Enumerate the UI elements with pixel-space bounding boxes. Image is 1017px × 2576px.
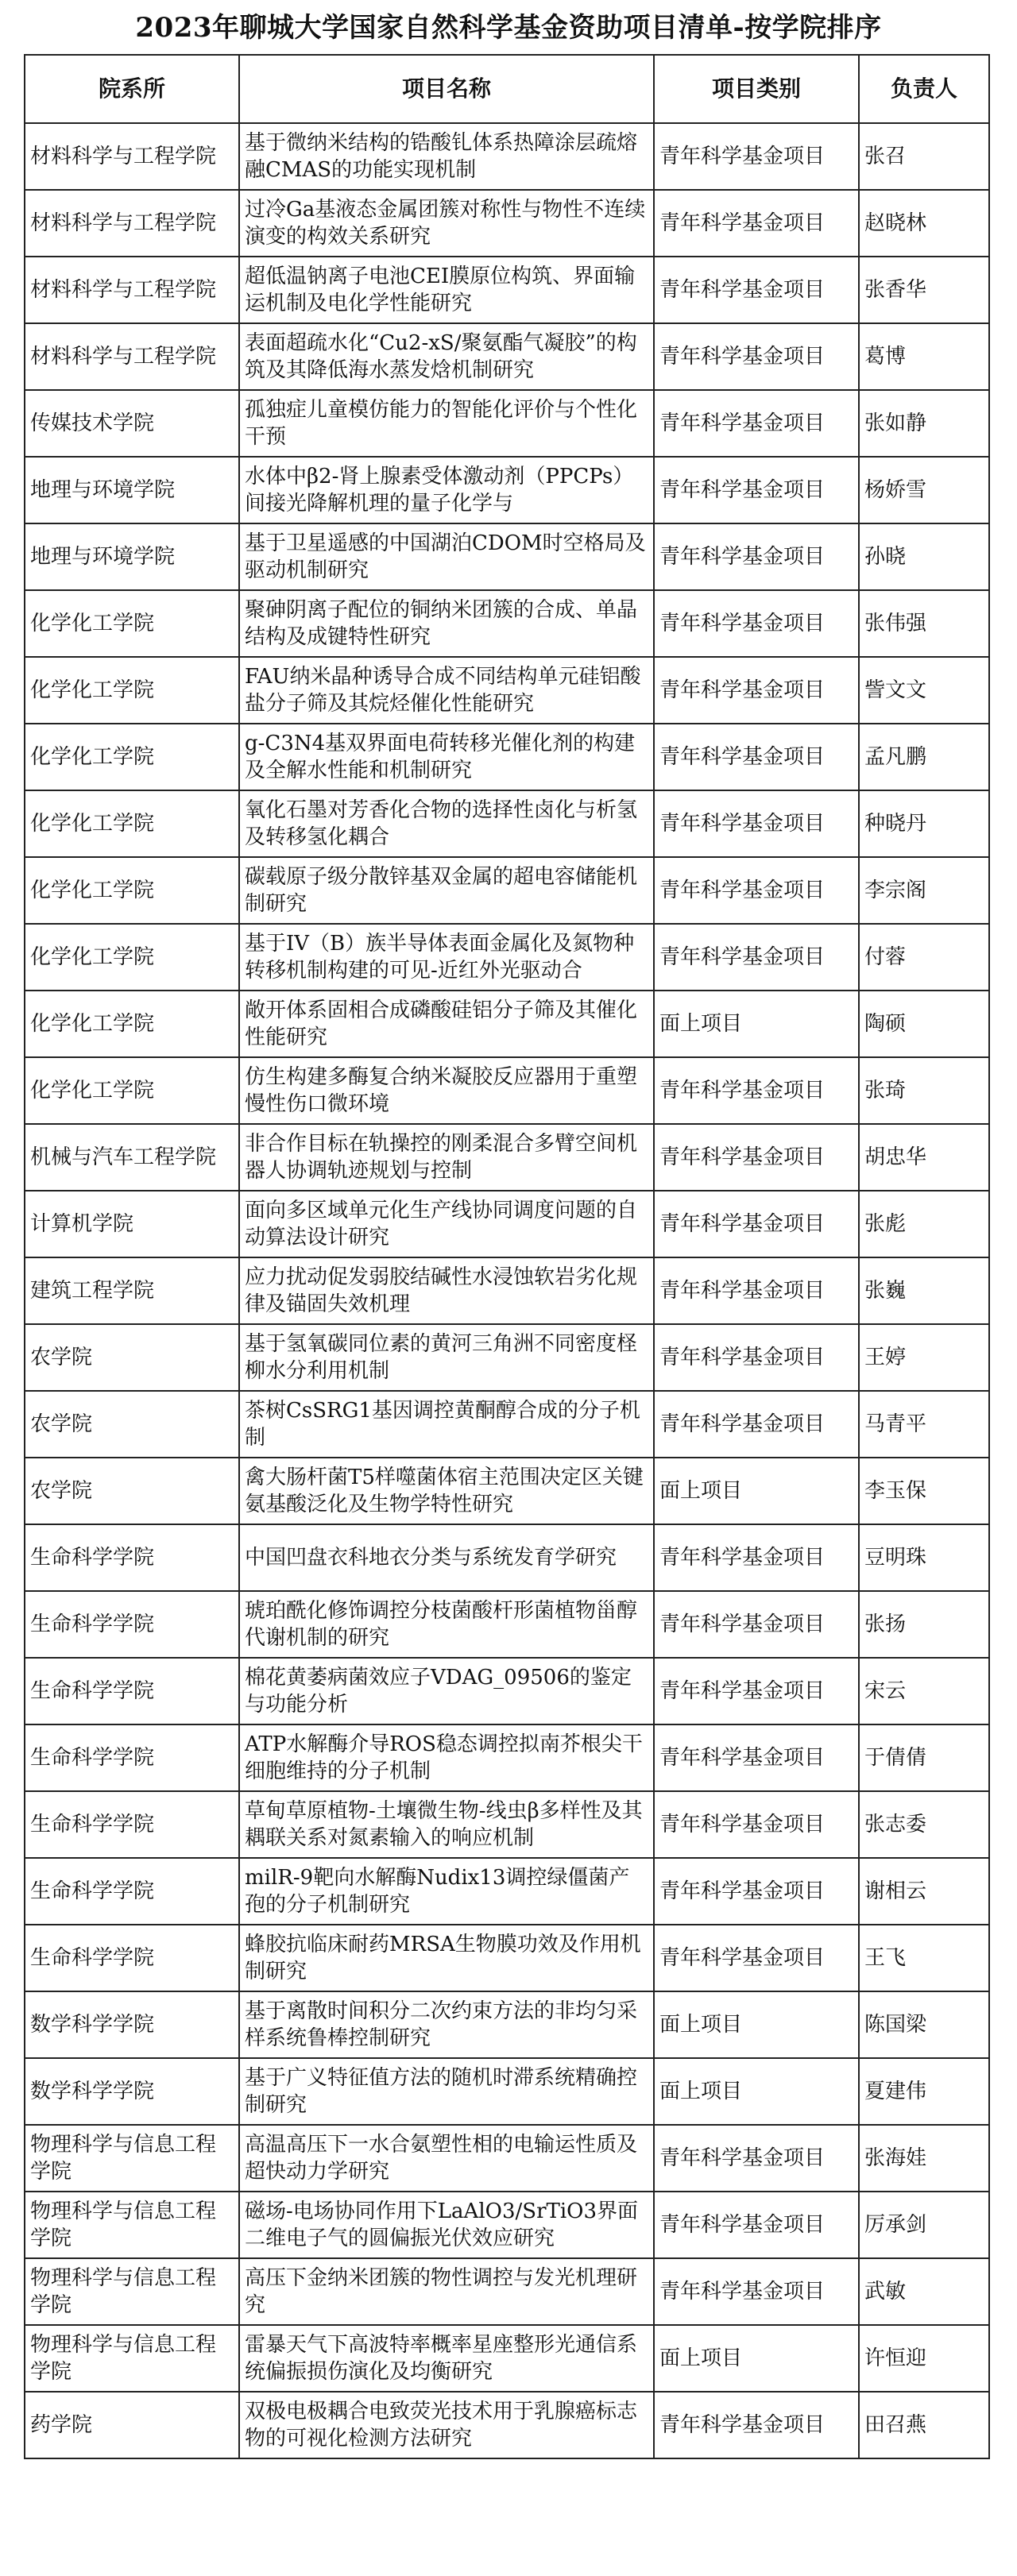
cell-leader: 武敏 — [859, 2258, 989, 2325]
cell-department: 建筑工程学院 — [25, 1257, 239, 1324]
cell-project: 基于卫星遥感的中国湖泊CDOM时空格局及驱动机制研究 — [239, 523, 654, 590]
cell-leader: 宋云 — [859, 1658, 989, 1724]
cell-project: 基于IV（B）族半导体表面金属化及氮物种转移机制构建的可见-近红外光驱动合 — [239, 924, 654, 991]
table-row — [25, 2325, 989, 2392]
table-row — [25, 1524, 989, 1591]
table-header-row — [25, 55, 989, 123]
table-row — [25, 1458, 989, 1524]
cell-project: FAU纳米晶种诱导合成不同结构单元硅铝酸盐分子筛及其烷烃催化性能研究 — [239, 657, 654, 724]
cell-department: 化学化工学院 — [25, 590, 239, 657]
cell-project: 氧化石墨对芳香化合物的选择性卤化与析氢及转移氢化耦合 — [239, 790, 654, 857]
cell-category: 青年科学基金项目 — [654, 457, 859, 523]
cell-department: 化学化工学院 — [25, 657, 239, 724]
cell-leader: 张香华 — [859, 257, 989, 323]
table-row — [25, 2058, 989, 2125]
cell-department: 农学院 — [25, 1391, 239, 1458]
cell-department: 数学科学学院 — [25, 1991, 239, 2058]
cell-category: 青年科学基金项目 — [654, 323, 859, 390]
cell-category: 青年科学基金项目 — [654, 590, 859, 657]
cell-leader: 马青平 — [859, 1391, 989, 1458]
cell-project: ATP水解酶介导ROS稳态调控拟南芥根尖干细胞维持的分子机制 — [239, 1724, 654, 1791]
cell-leader: 陈国梁 — [859, 1991, 989, 2058]
table-row — [25, 1791, 989, 1858]
cell-project: 双极电极耦合电致荧光技术用于乳腺癌标志物的可视化检测方法研究 — [239, 2392, 654, 2458]
cell-leader: 王婷 — [859, 1324, 989, 1391]
cell-department: 物理科学与信息工程学院 — [25, 2125, 239, 2192]
cell-leader: 张琦 — [859, 1057, 989, 1124]
cell-category: 青年科学基金项目 — [654, 1658, 859, 1724]
cell-category: 青年科学基金项目 — [654, 1791, 859, 1858]
table-row — [25, 724, 989, 790]
table-row — [25, 123, 989, 190]
cell-project: 敞开体系固相合成磷酸硅铝分子筛及其催化性能研究 — [239, 991, 654, 1057]
cell-department: 生命科学学院 — [25, 1524, 239, 1591]
table-row — [25, 1724, 989, 1791]
cell-category: 青年科学基金项目 — [654, 2192, 859, 2258]
table-row — [25, 991, 989, 1057]
cell-project: 琥珀酰化修饰调控分枝菌酸杆形菌植物甾醇代谢机制的研究 — [239, 1591, 654, 1658]
table-row — [25, 323, 989, 390]
header-project: 项目名称 — [239, 55, 654, 123]
cell-department: 生命科学学院 — [25, 1791, 239, 1858]
cell-category: 青年科学基金项目 — [654, 2392, 859, 2458]
cell-department: 材料科学与工程学院 — [25, 123, 239, 190]
cell-department: 材料科学与工程学院 — [25, 257, 239, 323]
header-category: 项目类别 — [654, 55, 859, 123]
cell-project: 中国凹盘衣科地衣分类与系统发育学研究 — [239, 1524, 654, 1591]
cell-category: 面上项目 — [654, 2325, 859, 2392]
table-row — [25, 1925, 989, 1991]
cell-department: 生命科学学院 — [25, 1591, 239, 1658]
cell-department: 物理科学与信息工程学院 — [25, 2325, 239, 2392]
cell-category: 青年科学基金项目 — [654, 390, 859, 457]
cell-department: 地理与环境学院 — [25, 457, 239, 523]
cell-category: 青年科学基金项目 — [654, 1324, 859, 1391]
table-row — [25, 190, 989, 257]
table-row — [25, 924, 989, 991]
cell-leader: 张伟强 — [859, 590, 989, 657]
cell-project: 基于广义特征值方法的随机时滞系统精确控制研究 — [239, 2058, 654, 2125]
cell-department: 物理科学与信息工程学院 — [25, 2258, 239, 2325]
table-row — [25, 1991, 989, 2058]
table-row — [25, 857, 989, 924]
cell-category: 青年科学基金项目 — [654, 790, 859, 857]
cell-department: 化学化工学院 — [25, 857, 239, 924]
table-row — [25, 523, 989, 590]
cell-project: 磁场-电场协同作用下LaAlO3/SrTiO3界面二维电子气的圆偏振光伏效应研究 — [239, 2192, 654, 2258]
cell-project: milR-9靶向水解酶Nudix13调控绿僵菌产孢的分子机制研究 — [239, 1858, 654, 1925]
cell-leader: 张扬 — [859, 1591, 989, 1658]
cell-project: 基于微纳米结构的锆酸钆体系热障涂层疏熔融CMAS的功能实现机制 — [239, 123, 654, 190]
table-row — [25, 657, 989, 724]
cell-leader: 王飞 — [859, 1925, 989, 1991]
cell-project: 水体中β2-肾上腺素受体激动剂（PPCPs）间接光降解机理的量子化学与 — [239, 457, 654, 523]
cell-leader: 訾文文 — [859, 657, 989, 724]
table-row — [25, 1124, 989, 1191]
cell-project: 高温高压下一水合氨塑性相的电输运性质及超快动力学研究 — [239, 2125, 654, 2192]
table-row — [25, 457, 989, 523]
cell-project: 应力扰动促发弱胶结碱性水浸蚀软岩劣化规律及锚固失效机理 — [239, 1257, 654, 1324]
cell-category: 青年科学基金项目 — [654, 724, 859, 790]
table-row — [25, 790, 989, 857]
table-row — [25, 590, 989, 657]
cell-category: 面上项目 — [654, 991, 859, 1057]
cell-category: 青年科学基金项目 — [654, 1057, 859, 1124]
cell-department: 生命科学学院 — [25, 1858, 239, 1925]
cell-category: 青年科学基金项目 — [654, 1124, 859, 1191]
cell-department: 生命科学学院 — [25, 1925, 239, 1991]
cell-leader: 豆明珠 — [859, 1524, 989, 1591]
cell-leader: 谢相云 — [859, 1858, 989, 1925]
table-row — [25, 1591, 989, 1658]
header-department: 院系所 — [25, 55, 239, 123]
cell-project: 棉花黄萎病菌效应子VDAG_09506的鉴定与功能分析 — [239, 1658, 654, 1724]
cell-project: 孤独症儿童模仿能力的智能化评价与个性化干预 — [239, 390, 654, 457]
cell-category: 青年科学基金项目 — [654, 1391, 859, 1458]
cell-leader: 夏建伟 — [859, 2058, 989, 2125]
cell-leader: 田召燕 — [859, 2392, 989, 2458]
table-row — [25, 2125, 989, 2192]
cell-leader: 胡忠华 — [859, 1124, 989, 1191]
cell-department: 化学化工学院 — [25, 790, 239, 857]
cell-department: 数学科学学院 — [25, 2058, 239, 2125]
cell-project: 茶树CsSRG1基因调控黄酮醇合成的分子机制 — [239, 1391, 654, 1458]
cell-project: 碳载原子级分散锌基双金属的超电容储能机制研究 — [239, 857, 654, 924]
cell-leader: 许恒迎 — [859, 2325, 989, 2392]
cell-leader: 赵晓林 — [859, 190, 989, 257]
cell-category: 青年科学基金项目 — [654, 1524, 859, 1591]
cell-category: 面上项目 — [654, 2058, 859, 2125]
table-row — [25, 257, 989, 323]
cell-project: 草甸草原植物-土壤微生物-线虫β多样性及其耦联关系对氮素输入的响应机制 — [239, 1791, 654, 1858]
cell-project: 非合作目标在轨操控的刚柔混合多臂空间机器人协调轨迹规划与控制 — [239, 1124, 654, 1191]
cell-project: g-C3N4基双界面电荷转移光催化剂的构建及全解水性能和机制研究 — [239, 724, 654, 790]
cell-category: 青年科学基金项目 — [654, 1724, 859, 1791]
cell-leader: 张召 — [859, 123, 989, 190]
table-row — [25, 1191, 989, 1257]
cell-leader: 孟凡鹏 — [859, 724, 989, 790]
cell-project: 表面超疏水化“Cu2-xS/聚氨酯气凝胶”的构筑及其降低海水蒸发焓机制研究 — [239, 323, 654, 390]
table-row — [25, 1257, 989, 1324]
table-row — [25, 1858, 989, 1925]
table-row — [25, 1057, 989, 1124]
cell-project: 仿生构建多酶复合纳米凝胶反应器用于重塑慢性伤口微环境 — [239, 1057, 654, 1124]
cell-category: 青年科学基金项目 — [654, 1257, 859, 1324]
table-row — [25, 2258, 989, 2325]
cell-department: 材料科学与工程学院 — [25, 323, 239, 390]
cell-department: 地理与环境学院 — [25, 523, 239, 590]
table-row — [25, 1324, 989, 1391]
cell-department: 农学院 — [25, 1458, 239, 1524]
cell-department: 物理科学与信息工程学院 — [25, 2192, 239, 2258]
cell-category: 青年科学基金项目 — [654, 190, 859, 257]
cell-category: 青年科学基金项目 — [654, 657, 859, 724]
cell-department: 化学化工学院 — [25, 1057, 239, 1124]
cell-project: 雷暴天气下高波特率概率星座整形光通信系统偏振损伤演化及均衡研究 — [239, 2325, 654, 2392]
cell-department: 化学化工学院 — [25, 924, 239, 991]
cell-category: 青年科学基金项目 — [654, 257, 859, 323]
table-row — [25, 390, 989, 457]
cell-leader: 厉承剑 — [859, 2192, 989, 2258]
cell-project: 禽大肠杆菌T5样噬菌体宿主范围决定区关键氨基酸泛化及生物学特性研究 — [239, 1458, 654, 1524]
grant-table — [24, 54, 990, 2459]
cell-project: 基于离散时间积分二次约束方法的非均匀采样系统鲁棒控制研究 — [239, 1991, 654, 2058]
cell-category: 面上项目 — [654, 1458, 859, 1524]
cell-category: 青年科学基金项目 — [654, 2125, 859, 2192]
cell-leader: 李玉保 — [859, 1458, 989, 1524]
cell-category: 青年科学基金项目 — [654, 1925, 859, 1991]
cell-leader: 于倩倩 — [859, 1724, 989, 1791]
cell-leader: 张志委 — [859, 1791, 989, 1858]
cell-category: 青年科学基金项目 — [654, 1191, 859, 1257]
cell-department: 生命科学学院 — [25, 1724, 239, 1791]
cell-department: 生命科学学院 — [25, 1658, 239, 1724]
page-title: 2023年聊城大学国家自然科学基金资助项目清单-按学院排序 — [135, 12, 882, 44]
cell-department: 化学化工学院 — [25, 724, 239, 790]
cell-department: 计算机学院 — [25, 1191, 239, 1257]
cell-project: 面向多区域单元化生产线协同调度问题的自动算法设计研究 — [239, 1191, 654, 1257]
table-body — [25, 123, 989, 2458]
cell-category: 青年科学基金项目 — [654, 123, 859, 190]
cell-category: 青年科学基金项目 — [654, 523, 859, 590]
cell-category: 青年科学基金项目 — [654, 857, 859, 924]
cell-leader: 孙晓 — [859, 523, 989, 590]
cell-leader: 杨娇雪 — [859, 457, 989, 523]
cell-category: 青年科学基金项目 — [654, 924, 859, 991]
cell-project: 聚砷阴离子配位的铜纳米团簇的合成、单晶结构及成键特性研究 — [239, 590, 654, 657]
cell-department: 传媒技术学院 — [25, 390, 239, 457]
header-leader: 负责人 — [859, 55, 989, 123]
cell-leader: 张海娃 — [859, 2125, 989, 2192]
cell-project: 高压下金纳米团簇的物性调控与发光机理研究 — [239, 2258, 654, 2325]
cell-department: 农学院 — [25, 1324, 239, 1391]
table-row — [25, 1658, 989, 1724]
cell-department: 材料科学与工程学院 — [25, 190, 239, 257]
cell-leader: 陶硕 — [859, 991, 989, 1057]
cell-project: 过冷Ga基液态金属团簇对称性与物性不连续演变的构效关系研究 — [239, 190, 654, 257]
cell-category: 青年科学基金项目 — [654, 2258, 859, 2325]
cell-leader: 张彪 — [859, 1191, 989, 1257]
cell-project: 基于氢氧碳同位素的黄河三角洲不同密度柽柳水分利用机制 — [239, 1324, 654, 1391]
cell-leader: 张如静 — [859, 390, 989, 457]
table-row — [25, 1391, 989, 1458]
cell-project: 超低温钠离子电池CEI膜原位构筑、界面输运机制及电化学性能研究 — [239, 257, 654, 323]
cell-category: 面上项目 — [654, 1991, 859, 2058]
table-row — [25, 2392, 989, 2458]
cell-leader: 张巍 — [859, 1257, 989, 1324]
cell-category: 青年科学基金项目 — [654, 1858, 859, 1925]
cell-department: 药学院 — [25, 2392, 239, 2458]
cell-leader: 李宗阁 — [859, 857, 989, 924]
cell-project: 蜂胶抗临床耐药MRSA生物膜功效及作用机制研究 — [239, 1925, 654, 1991]
cell-leader: 付蓉 — [859, 924, 989, 991]
cell-leader: 种晓丹 — [859, 790, 989, 857]
cell-department: 化学化工学院 — [25, 991, 239, 1057]
table-row — [25, 2192, 989, 2258]
cell-category: 青年科学基金项目 — [654, 1591, 859, 1658]
cell-leader: 葛博 — [859, 323, 989, 390]
cell-department: 机械与汽车工程学院 — [25, 1124, 239, 1191]
